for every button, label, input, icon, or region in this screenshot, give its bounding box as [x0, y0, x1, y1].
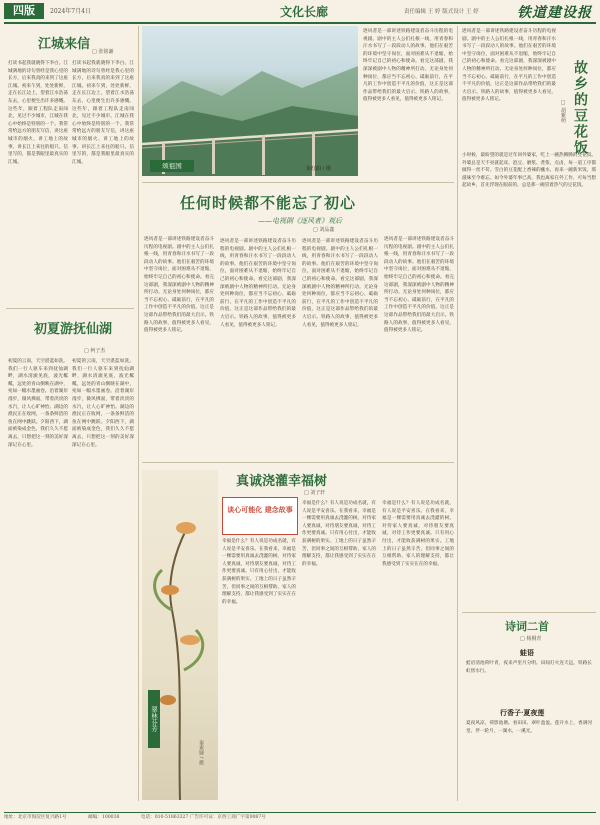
issue-date: 2024年7月4日	[50, 8, 91, 15]
campaign-banner	[222, 497, 298, 535]
page-title: 文化长廊	[279, 5, 328, 19]
column-rule	[457, 26, 458, 801]
footer-address: 地址：北京市海淀区复兴路1号	[4, 815, 67, 820]
article-title: 真诚浇灌幸福树	[236, 474, 328, 489]
section-rule	[142, 462, 454, 463]
section-rule	[142, 182, 454, 183]
article-subtitle: ——电视剧《逐风者》观后	[258, 217, 342, 225]
poem-title: 蛙语	[520, 648, 534, 657]
article-title-vertical: 故乡的豆花饭	[572, 60, 588, 156]
article-title: 初夏游抚仙湖	[34, 322, 113, 337]
newspaper-logo: 铁道建设报	[517, 5, 592, 21]
article-body: 小时候，最盼望的就是过年回外婆家，吃上一碗热腾腾的豆花饭。外婆总是天不亮就起床，泡豆、磨浆、煮浆、点卤，每一道工序都做得一丝不苟。雪白的豆花配上香辣的蘸水，再来一碗新米饭，那滋味至今难忘。如今外婆年事已高，我也离家在外工作，可每当想起故乡，首先浮现在眼前的，总是那一碗冒着热气的豆花饭。	[462, 153, 596, 189]
article-body: 幸福是什么？有人说是功成名就，有人说是平安喜乐。在我看来，幸福是一棵需要用真诚去浇灌的树。对待家人要真诚，对待朋友要真诚，对待工作更要真诚。只有用心付出，才能收获满树的果实。工地上的日子虽然辛苦，但同事之间的互相帮助、家人的理解支持，都让我感受到了实实在在的幸福。	[382, 501, 454, 567]
article-body: 逐风者是一部讲述铁路建设者奋斗历程的电视剧。剧中的主人公们扎根一线，用青春和汗水书写了一段段动人的故事。他们在艰苦的环境中坚守岗位，面对困难从不退缩，始终牢记自己的初心和使命。看完这部剧，我深深被剧中人物的精神所打动。无论身处何种岗位，都应当不忘初心、砥砺前行，在平凡的工作中创造不平凡的价值，这正是这部作品带给我们的最大启示。铁路人的故事，值得被更多人看见，值得被更多人铭记。	[363, 29, 453, 103]
article-body: 逐风者是一部讲述铁路建设者奋斗历程的电视剧。剧中的主人公们扎根一线，用青春和汗水书写了一段段动人的故事。他们在艰苦的环境中坚守岗位，面对困难从不退缩，始终牢记自己的初心和使命。看完这部剧，我深深被剧中人物的精神所打动。无论身处何种岗位，都应当不忘初心、砥砺前行，在平凡的工作中创造不平凡的价值，这正是这部作品带给我们的最大启示。铁路人的故事，值得被更多人看见，值得被更多人铭记。	[144, 237, 214, 334]
photo-caption: 秦素婕 / 摄	[198, 740, 204, 765]
article-body: 逐风者是一部讲述铁路建设者奋斗历程的电视剧。剧中的主人公们扎根一线，用青春和汗水书写了一段段动人的故事。他们在艰苦的环境中坚守岗位，面对困难从不退缩，始终牢记自己的初心和使命。看完这部剧，我深深被剧中人物的精神所打动。无论身处何种岗位，都应当不忘初心、砥砺前行，在平凡的工作中创造不平凡的价值，这正是这部作品带给我们的最大启示。铁路人的故事，值得被更多人看见，值得被更多人铭记。	[302, 239, 378, 328]
article-body: 打读书起我就晓得下李白。江城满地的诗句曾经是我心里的长方，后来我真的来到了这座江城。初来乍到，处处新鲜，走在长江边上，望着江水浩荡东去，心里便生出许多感慨。这些年，跟着工程队走南闯北，见过不少城市，江城在我心中始终是特别的一个。我常常给远方的朋友写信，讲这座城市的烟火、讲工地上的故事、讲长江上来往的船只。信里写的，都是我眼里最真实的江城。	[72, 61, 134, 165]
photo-plaque: 颂祖国	[150, 160, 194, 172]
article-author: □ 胡紫萌	[560, 100, 566, 123]
plant-illustration	[142, 470, 218, 800]
photo-caption: 朱红阳 / 摄	[306, 166, 331, 172]
article-title: 江城来信	[38, 37, 91, 52]
footer-postcode: 邮编：100038	[88, 815, 120, 820]
article-body: 幸福是什么？有人说是功成名就，有人说是平安喜乐。在我看来，幸福是一棵需要用真诚去浇灌的树。对待家人要真诚，对待朋友要真诚，对待工作更要真诚。只有用心付出，才能收获满树的果实。工地上的日子虽然辛苦，但同事之间的互相帮助、家人的理解支持，都让我感受到了实实在在的幸福。	[302, 501, 376, 567]
landscape-photo	[142, 26, 358, 176]
page-header	[4, 2, 596, 24]
article-title: 诗词二首	[505, 620, 549, 633]
article-author: □ 杨桐青	[520, 636, 542, 642]
page-section-label: 四版	[4, 3, 44, 19]
article-author: □ 刘品鑫	[313, 227, 335, 233]
photo-plaque: 翠林芬芳	[148, 690, 160, 748]
article-body: 逐风者是一部讲述铁路建设者奋斗历程的电视剧。剧中的主人公们扎根一线，用青春和汗水书写了一段段动人的故事。他们在艰苦的环境中坚守岗位，面对困难从不退缩，始终牢记自己的初心和使命。看完这部剧，我深深被剧中人物的精神所打动。无论身处何种岗位，都应当不忘初心、砥砺前行，在平凡的工作中创造不平凡的价值，这正是这部作品带给我们的最大启示。铁路人的故事，值得被更多人看见，值得被更多人铭记。	[220, 239, 296, 328]
article-headline: 任何时候都不能忘了初心	[180, 194, 357, 212]
section-rule	[6, 308, 134, 309]
article-body: 逐风者是一部讲述铁路建设者奋斗历程的电视剧。剧中的主人公们扎根一线，用青春和汗水书写了一段段动人的故事。他们在艰苦的环境中坚守岗位，面对困难从不退缩，始终牢记自己的初心和使命。看完这部剧，我深深被剧中人物的精神所打动。无论身处何种岗位，都应当不忘初心、砥砺前行，在平凡的工作中创造不平凡的价值，这正是这部作品带给我们的最大启示。铁路人的故事，值得被更多人看见，值得被更多人铭记。	[462, 29, 556, 103]
article-author: □ 柯子杰	[84, 348, 106, 354]
column-rule	[138, 26, 139, 801]
article-body: 打读书起我就晓得下李白。江城满地的诗句曾经是我心里的长方，后来我真的来到了这座江城。初来乍到，处处新鲜，走在长江边上，望着江水浩荡东去，心里便生出许多感慨。这些年，跟着工程队走南闯北，见过不少城市，江城在我心中始终是特别的一个。我常常给远方的朋友写信，讲这座城市的烟火、讲工地上的故事、讲长江上来往的船只。信里写的，都是我眼里最真实的江城。	[8, 61, 68, 165]
editor-credits: 责任编辑 王 婷 版式设计 王 婷	[404, 9, 479, 15]
article-author: □ 刘子轩	[304, 490, 326, 496]
poem-body: 蛙语清池荷叶青，夜来声里月分明。田间灯火连天远，铁路长虹傍水行。	[466, 661, 592, 674]
plant-photo	[142, 470, 218, 800]
article-body: 初夏的云南，天空湛蓝如洗。我们一行人驱车来到抚仙湖畔，湖水清澈见底，波光粼粼，远处的青山倒映在湖中，宛如一幅水墨画卷。沿着湖岸漫步，微风拂面，带着淡淡的水汽，让人心旷神怡。湖边的渔民正在收网，一条条鲜活的鱼在网中跳跃。夕阳西下，湖面被染成金色，我们久久不愿离去，只想把这一刻的美好深深记在心里。	[8, 359, 68, 448]
mountain-illustration	[142, 26, 358, 176]
article-body: 初夏的云南，天空湛蓝如洗。我们一行人驱车来到抚仙湖畔，湖水清澈见底，波光粼粼，远处的青山倒映在湖中，宛如一幅水墨画卷。沿着湖岸漫步，微风拂面，带着淡淡的水汽，让人心旷神怡。湖边的渔民正在收网，一条条鲜活的鱼在网中跳跃。夕阳西下，湖面被染成金色，我们久久不愿离去，只想把这一刻的美好深深记在心里。	[72, 359, 134, 448]
footer-contact: 电话：010-51863327 广告许可证：京西工商广字第0087号	[140, 815, 266, 820]
page-footer	[4, 812, 596, 823]
article-body: 幸福是什么？有人说是功成名就，有人说是平安喜乐。在我看来，幸福是一棵需要用真诚去浇灌的树。对待家人要真诚，对待朋友要真诚，对待工作更要真诚。只有用心付出，才能收获满树的果实。工地上的日子虽然辛苦，但同事之间的互相帮助、家人的理解支持，都让我感受到了实实在在的幸福。	[222, 539, 296, 605]
poem-body: 夏夜风凉，荷影池塘。看田田、翠叶盈盈。莲开水上，香满河堂。伴一轮月，一湖水，一溪光。	[466, 721, 592, 734]
section-rule	[462, 612, 596, 613]
article-body: 逐风者是一部讲述铁路建设者奋斗历程的电视剧。剧中的主人公们扎根一线，用青春和汗水书写了一段段动人的故事。他们在艰苦的环境中坚守岗位，面对困难从不退缩，始终牢记自己的初心和使命。看完这部剧，我深深被剧中人物的精神所打动。无论身处何种岗位，都应当不忘初心、砥砺前行，在平凡的工作中创造不平凡的价值，这正是这部作品带给我们的最大启示。铁路人的故事，值得被更多人看见，值得被更多人铭记。	[384, 237, 454, 334]
article-author: □ 张铭谦	[92, 49, 114, 55]
poem-title: 行香子·夏夜莲	[500, 708, 545, 717]
banner-text: 谈心可能化 建念故事	[227, 505, 293, 514]
